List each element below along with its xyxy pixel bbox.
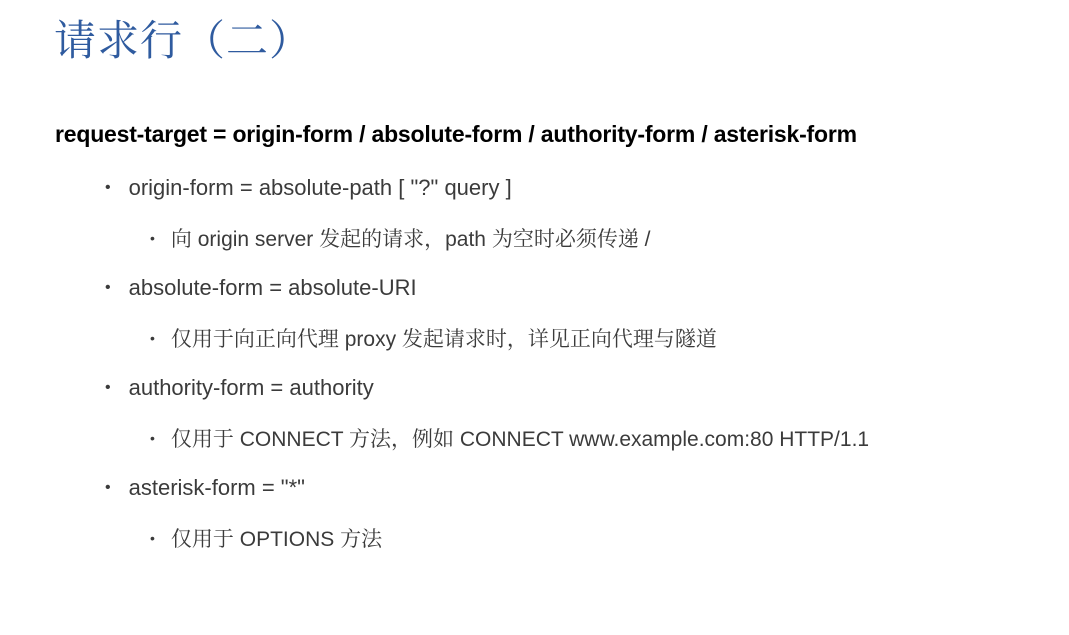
note-text: 向 origin server 发起的请求，path 为空时必须传递 / — [170, 228, 651, 251]
list-subitem-origin-form-note — [55, 213, 1015, 263]
list-item-authority-form — [55, 363, 1015, 413]
bullet-icon: • — [150, 530, 155, 546]
note-text: 仅用于 CONNECT 方法，例如 CONNECT www.example.com:80 HTTP/1.1 — [170, 428, 870, 451]
list-subitem-absolute-form-note — [55, 313, 1015, 363]
slide-title: 请求行（二） — [54, 17, 313, 64]
bullet-icon: • — [150, 430, 155, 446]
term-text: asterisk-form = "*" — [128, 475, 305, 500]
bullet-icon: • — [105, 379, 111, 396]
note-text: 仅用于向正向代理 proxy 发起请求时，详见正向代理与隧道 — [170, 328, 717, 351]
bullet-icon: • — [105, 279, 111, 296]
list-item-asterisk-form — [55, 463, 1015, 513]
bullet-list — [55, 163, 1015, 563]
list-subitem-authority-form-note — [55, 413, 1015, 463]
request-target-definition: request-target = origin-form / absolute-form / authority-form / asterisk-form — [55, 121, 857, 147]
term-text: authority-form = authority — [128, 375, 374, 400]
list-item-absolute-form — [55, 263, 1015, 313]
bullet-icon: • — [105, 179, 111, 196]
list-subitem-asterisk-form-note — [55, 513, 1015, 563]
bullet-icon: • — [150, 230, 155, 246]
term-text: absolute-form = absolute-URI — [128, 275, 417, 300]
list-item-origin-form — [55, 163, 1015, 213]
bullet-icon: • — [105, 479, 111, 496]
term-text: origin-form = absolute-path [ "?" query ] — [128, 175, 512, 200]
note-text: 仅用于 OPTIONS 方法 — [170, 528, 383, 551]
bullet-icon: • — [150, 330, 155, 346]
